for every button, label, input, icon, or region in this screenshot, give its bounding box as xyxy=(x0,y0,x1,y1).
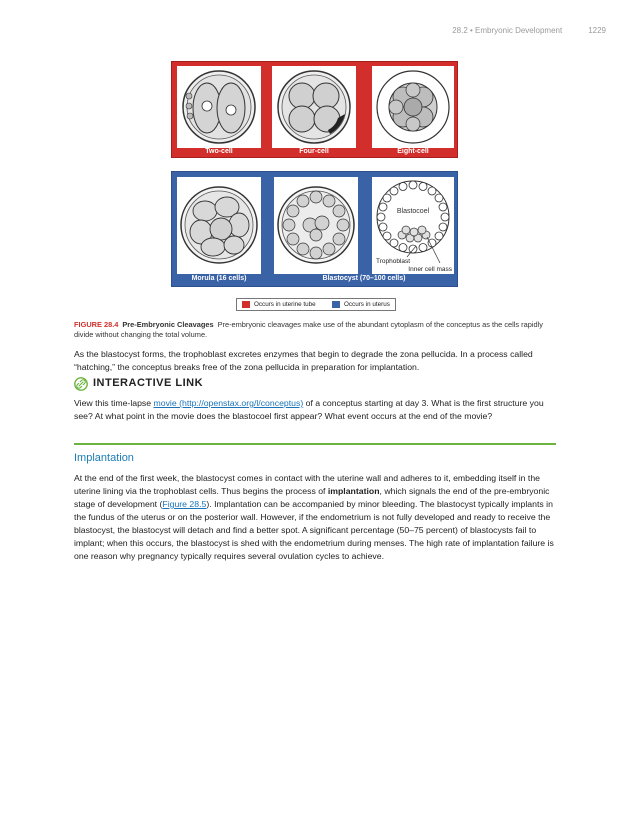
legend-label-uterine-tube: Occurs in uterine tube xyxy=(254,301,316,308)
figure-panel-uterine-tube xyxy=(171,61,458,158)
legend-label-uterus: Occurs in uterus xyxy=(344,301,390,308)
implantation-paragraph: At the end of the first week, the blastocyst comes in contact with the uterine wall and adheres to it, embedding itself in the uterine lining via the trophoblast cells. Thus begins the process of implantation, which signals the end of the pre-embryonic stage of development (Figure 28.5). Implantation can be accompanied by minor bleeding. The blastocyst typically implants in the fundus of the uterus or on the posterior wall. However, if the endometrium is not fully developed and ready to receive the blastocyst, the blastocyst will detach and find a better spot. A significant percentage (50–75 percent) of blastocysts fail to implant; when this occurs, the blastocyst is shed with the endometrium during menses. The high rate of implantation failure is one reason why pregnancy typically requires several ovulation cycles to achieve. xyxy=(74,473,554,561)
label-morula: Morula (16 cells) xyxy=(191,275,247,282)
figure-caption-text: Pre-embryonic cleavages make use of the abundant cytoplasm of the conceptus as the cells rapidly divide without changing the total volume. xyxy=(74,320,543,339)
implantation-term: implantation xyxy=(327,486,380,496)
inner-cell-mass-label: Inner cell mass xyxy=(408,266,452,273)
paragraph-hatching: As the blastocyst forms, the trophoblast excretes enzymes that begin to degrade the zona pellucida. In a process called “hatching,” the conceptus breaks free of the zona pellucida in preparation for implantation. xyxy=(74,349,533,372)
label-two-cell: Two-cell xyxy=(205,148,233,155)
label-blastocyst: Blastocyst (70–100 cells) xyxy=(322,275,406,282)
conceptus-movie-link[interactable]: movie (http://openstax.org/l/conceptus) xyxy=(153,398,304,408)
figure-title: Pre-Embryonic Cleavages xyxy=(122,320,214,329)
interactive-link-title: INTERACTIVE LINK xyxy=(93,377,204,389)
four-cell-image xyxy=(272,66,356,148)
interactive-link-text: View this time-lapse movie (http://openstax.org/l/conceptus) of a conceptus starting at day 3. What is the first structure you see? At what point in the movie does the blastocoel first appear? What event occurs at the end of the movie? xyxy=(74,398,544,421)
section-divider xyxy=(74,443,556,445)
figure-number: FIGURE 28.4 xyxy=(74,320,119,329)
legend-swatch-uterine-tube xyxy=(242,301,250,308)
blastocyst-early-image xyxy=(274,177,358,274)
figure-legend xyxy=(236,298,396,311)
section-title: 28.2 • Embryonic Development xyxy=(452,26,563,35)
two-cell-image xyxy=(177,66,261,148)
figure-panel-uterus xyxy=(171,171,458,287)
trophoblast-label: Trophoblast xyxy=(376,258,411,265)
legend-swatch-uterus xyxy=(332,301,340,308)
figure-28-5-link[interactable]: Figure 28.5 xyxy=(162,499,207,509)
running-header xyxy=(452,26,606,35)
figure-caption xyxy=(74,320,560,339)
label-four-cell: Four-cell xyxy=(299,148,329,155)
blastocyst-diagram xyxy=(372,177,454,274)
implantation-heading: Implantation xyxy=(74,452,134,464)
eight-cell-image xyxy=(372,66,454,148)
page-number: 1229 xyxy=(588,26,606,35)
label-eight-cell: Eight-cell xyxy=(397,148,429,155)
morula-image xyxy=(177,177,261,274)
link-icon xyxy=(74,377,88,391)
blastocoel-label: Blastocoel xyxy=(396,208,430,215)
